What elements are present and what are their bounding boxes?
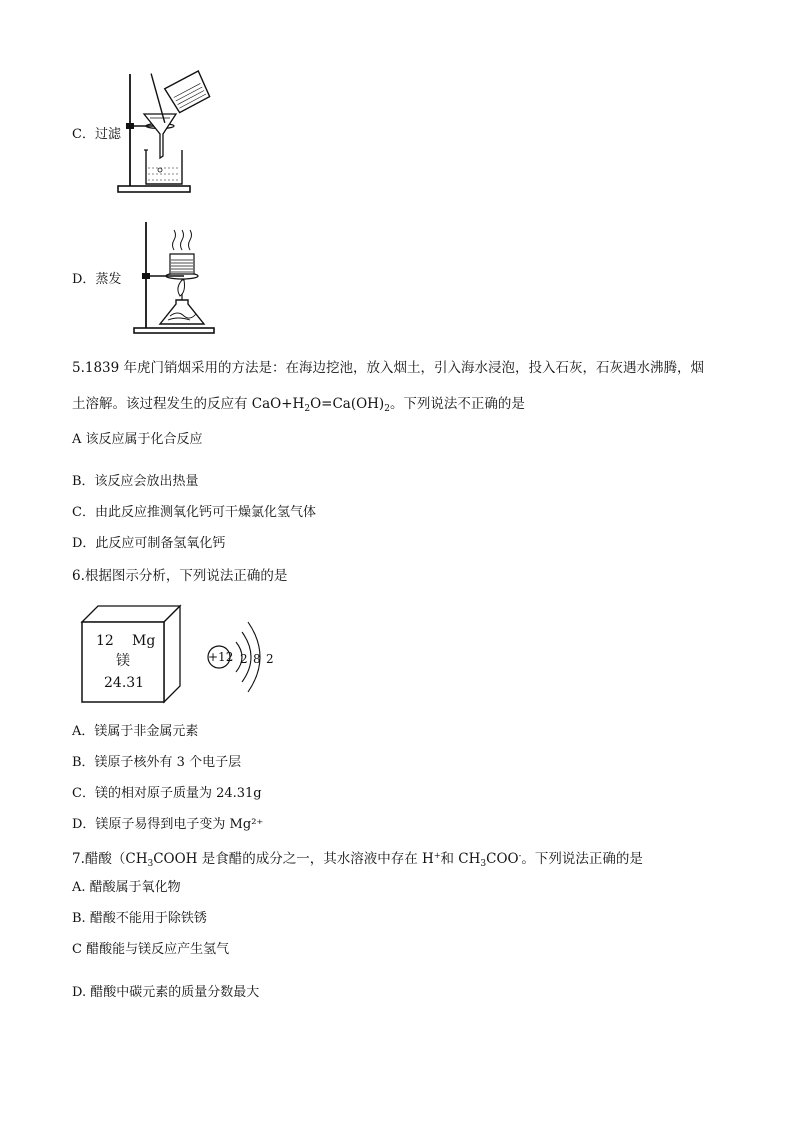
element-mass: 24.31 — [104, 675, 145, 691]
q7-sub-1: 3 — [147, 859, 154, 869]
q7-option-d: D. 醋酸中碳元素的质量分数最大 — [72, 985, 260, 1000]
atom-nucleus-charge: +12 — [208, 650, 234, 664]
q5-stem-text-b: O=Ca(OH) — [310, 396, 385, 412]
q7-option-c: C 醋酸能与镁反应产生氢气 — [72, 942, 230, 957]
q7-stem — [72, 846, 643, 874]
evaporation-apparatus-figure — [130, 220, 225, 338]
q7-option-b: B. 醋酸不能用于除铁锈 — [72, 911, 207, 926]
element-atomic-number: 12 — [96, 633, 114, 649]
q5-option-a: A 该反应属于化合反应 — [72, 432, 203, 447]
option-d-label: D．蒸发 — [72, 272, 122, 287]
q5-option-b: B．该反应会放出热量 — [72, 474, 199, 489]
q6-stem: 6.根据图示分析，下列说法正确的是 — [72, 568, 288, 584]
q5-stem-text-a: 土溶解。该过程发生的反应有 CaO+H — [72, 396, 305, 412]
q7-sup-1: + — [433, 851, 441, 860]
q7-stem-text-c: 和 CH — [440, 851, 481, 867]
option-c-label: C．过滤 — [72, 127, 121, 142]
filtration-apparatus-figure — [110, 68, 220, 198]
q7-sup-2: - — [518, 851, 522, 860]
q6-option-d: D．镁原子易得到电子变为 Mg²⁺ — [72, 817, 264, 832]
q7-stem-text-d: COO — [486, 851, 519, 867]
atom-shell-3: 2 — [266, 652, 274, 666]
q7-option-a: A. 醋酸属于氧化物 — [72, 880, 181, 895]
q7-sub-2: 3 — [480, 859, 487, 869]
element-symbol: Mg — [132, 633, 156, 649]
q5-stem-text-c: 。下列说法不正确的是 — [389, 396, 525, 412]
q5-stem-line1: 5.1839 年虎门销烟采用的方法是：在海边挖池，放入烟土，引入海水浸泡，投入石灰，石灰遇水沸腾，烟 — [72, 360, 705, 376]
q7-stem-text-b: COOH 是食醋的成分之一，其水溶液中存在 H — [153, 851, 434, 867]
q6-option-a: A．镁属于非金属元素 — [72, 724, 199, 739]
q5-sub-1: 2 — [304, 404, 311, 414]
q6-option-b: B．镁原子核外有 3 个电子层 — [72, 755, 242, 770]
q7-stem-text-a: 7.醋酸（CH — [72, 851, 148, 867]
q7-stem-text-e: 。下列说法正确的是 — [521, 851, 643, 867]
q5-option-c: C．由此反应推测氧化钙可干燥氯化氢气体 — [72, 505, 316, 520]
atom-shell-1: 2 — [240, 652, 248, 666]
element-name: 镁 — [116, 653, 130, 669]
atom-shell-2: 8 — [253, 652, 261, 666]
q5-option-d: D．此反应可制备氢氧化钙 — [72, 536, 226, 551]
q5-sub-2: 2 — [384, 404, 390, 414]
q6-option-c: C．镁的相对原子质量为 24.31g — [72, 786, 262, 801]
q5-stem-line2 — [72, 394, 525, 419]
